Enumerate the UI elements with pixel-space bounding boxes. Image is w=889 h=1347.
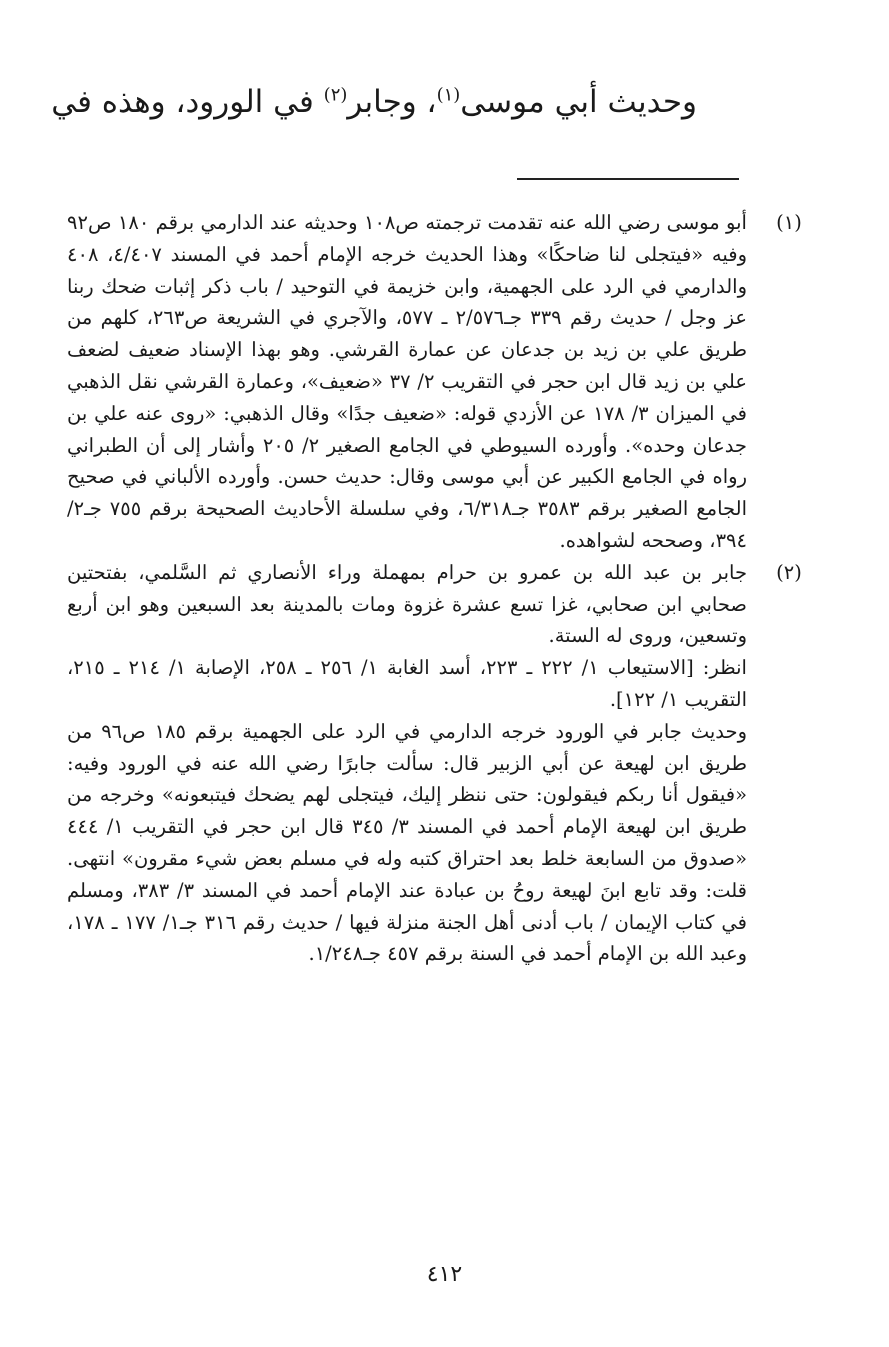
- footnote-2-marker: (٢): [776, 560, 802, 584]
- footnotes-section: [67, 207, 802, 970]
- main-text-part-1: وحديث أبي موسى: [460, 84, 697, 120]
- page-number: ٤١٢: [426, 1262, 463, 1287]
- footnote-1: [67, 207, 802, 557]
- footnote-2: [67, 557, 802, 970]
- footnote-2-paragraph-hadith: وحديث جابر في الورود خرجه الدارمي في الرد على الجهمية برقم ١٨٥ ص٩٦ من طريق ابن لهيعة عن أبي الزبير قال: سألت جابرًا رضي الله عنه في الورود وفيه: «فيقول أنا ربكم فيقولون: حتى ننظر إليك، فيتجلى لهم يضحك فيتبعونه» وخرجه من طريق ابن لهيعة الإمام أحمد في المسند ٣/ ٣٤٥ قال ابن حجر في التقريب ١/ ٤٤٤ «صدوق من السابعة خلط بعد احتراق كتبه وله في مسلم بعض شيء مقرون» انتهى. قلت: وقد تابع ابنَ لهيعة روحُ بن عبادة عند الإمام أحمد في المسند ٣/ ٣٨٣، ومسلم في كتاب الإيمان / باب أدنى أهل الجنة منزلة فيها / حديث رقم ٣١٦ جـ١/ ١٧٧ ـ ١٧٨، وعبد الله بن الإمام أحمد في السنة برقم ٤٥٧ جـ١/٢٤٨.: [67, 719, 747, 966]
- footnote-2-paragraph-sources: انظر: [الاستيعاب ١/ ٢٢٢ ـ ٢٢٣، أسد الغابة ١/ ٢٥٦ ـ ٢٥٨، الإصابة ١/ ٢١٤ ـ ٢١٥، التقريب ١/ ١٢٢].: [67, 656, 747, 711]
- footnote-2-paragraph-bio: جابر بن عبد الله بن عمرو بن حرام بمهملة وراء الأنصاري ثم السَّلمي، بفتحتين صحابي ابن صحابي، غزا تسع عشرة غزوة ومات بالمدينة بعد السبعين وهو ابن أربع وتسعين، وروى له الستة.: [67, 560, 747, 648]
- main-text-part-2: ، وجابر: [347, 84, 437, 120]
- footnote-ref-1[interactable]: (١): [436, 84, 461, 106]
- footnote-1-marker: (١): [776, 211, 802, 234]
- footnote-separator: [517, 178, 739, 180]
- footnote-1-paragraph: أبو موسى رضي الله عنه تقدمت ترجمته ص١٠٨ وحديثه عند الدارمي برقم ١٨٠ ص٩٢ وفيه «فيتجلى لنا ضاحكًا» وهذا الحديث خرجه الإمام أحمد في المسند ٤/٤٠٧، ٤٠٨ والدارمي في الرد على الجهمية، وابن خزيمة في التوحيد / باب ذكر إثبات ضحك ربنا عز وجل / حديث رقم ٣٣٩ جـ٢/٥٧٦ ـ ٥٧٧، والآجري في الشريعة ص٢٦٣، كلهم من طريق علي بن زيد بن جدعان عن عمارة القرشي. وهو بهذا الإسناد ضعيف لضعف علي بن زيد قال ابن حجر في التقريب ٢/ ٣٧ «ضعيف»، وعمارة القرشي نقل الذهبي في الميزان ٣/ ١٧٨ عن الأزدي قوله: «ضعيف جدًا» وقال الذهبي: «روى عنه علي بن جدعان وحده». وأورده السيوطي في الجامع الصغير ٢/ ٢٠٥ وأشار إلى أن الطبراني رواه في الجامع الكبير عن أبي موسى وقال: حديث حسن. وأورده الألباني في صحيح الجامع الصغير برقم ٣٥٨٣ جـ٦/٣١٨، وفي سلسلة الأحاديث الصحيحة برقم ٧٥٥ جـ٢/ ٣٩٤، وصححه لشواهده.: [67, 211, 747, 552]
- main-text-line: [51, 72, 697, 132]
- main-text-part-3: في الورود، وهذه في: [51, 84, 324, 120]
- footnote-ref-2[interactable]: (٢): [323, 84, 348, 106]
